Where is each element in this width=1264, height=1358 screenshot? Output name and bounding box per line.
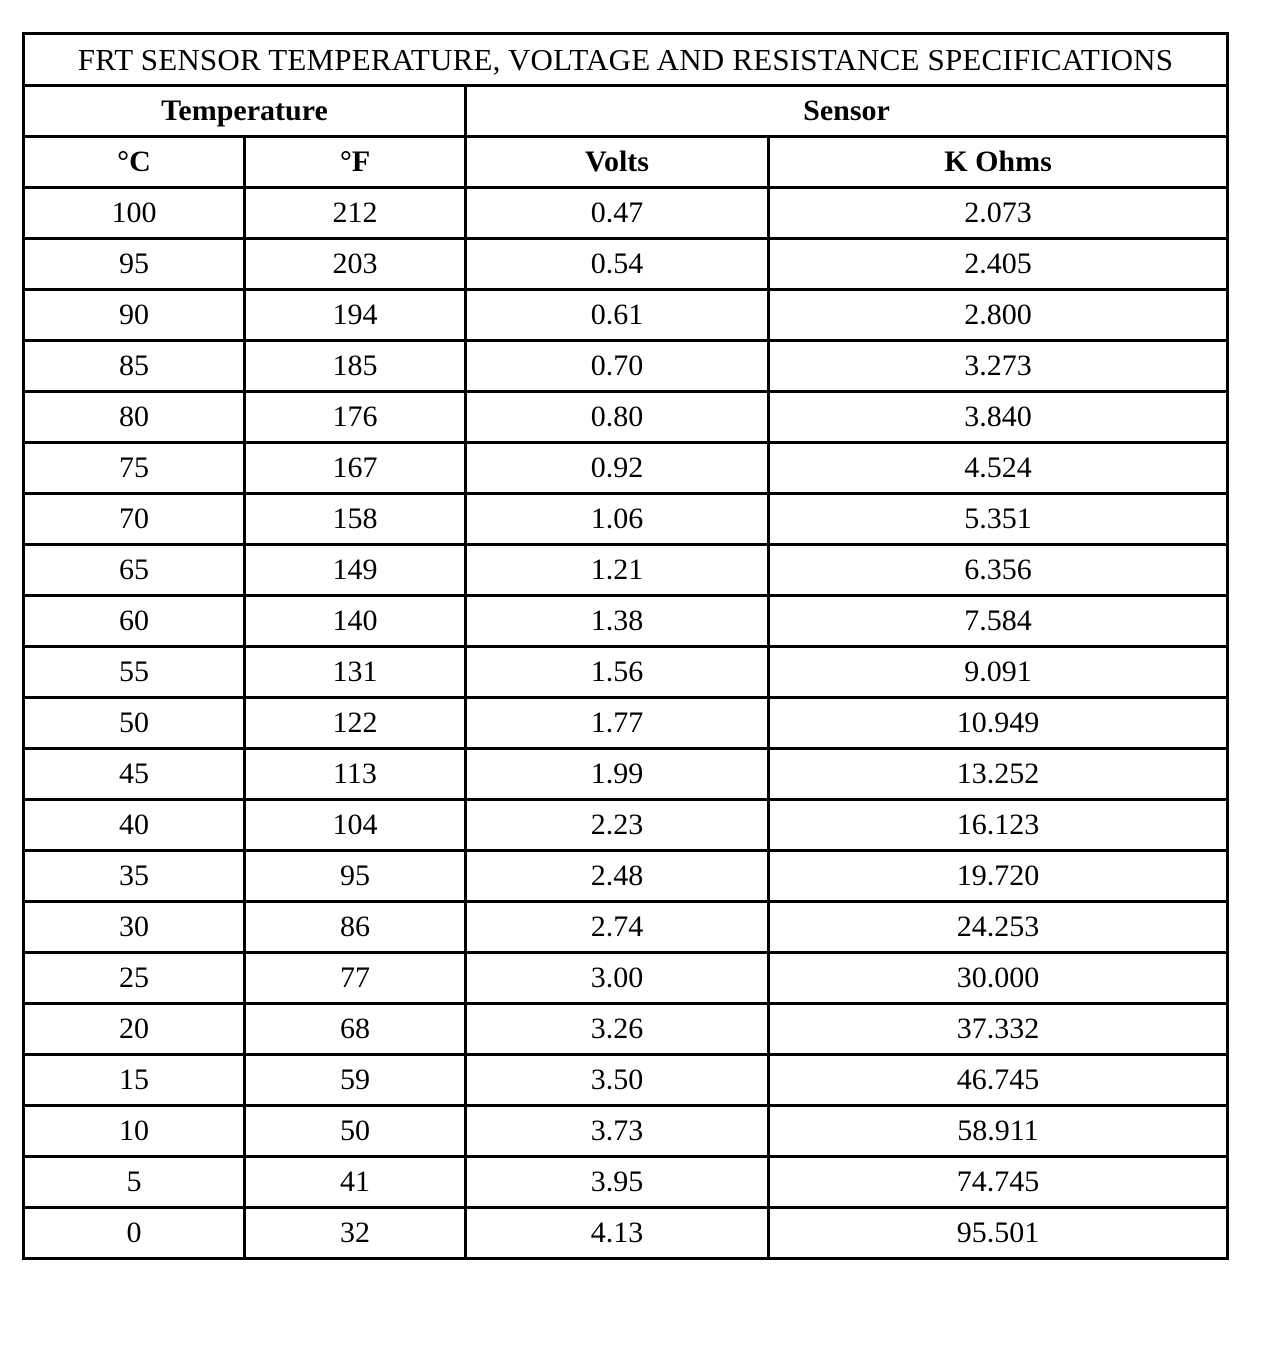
fahrenheit-cell: 122 — [245, 698, 466, 749]
volts-cell: 1.06 — [466, 494, 769, 545]
fahrenheit-cell: 68 — [245, 1004, 466, 1055]
volts-cell: 1.77 — [466, 698, 769, 749]
column-header-row — [24, 137, 1228, 188]
kohms-cell: 2.405 — [769, 239, 1228, 290]
volts-cell: 4.13 — [466, 1208, 769, 1259]
kohms-cell: 3.840 — [769, 392, 1228, 443]
celsius-cell: 70 — [24, 494, 245, 545]
volts-cell: 3.26 — [466, 1004, 769, 1055]
celsius-cell: 35 — [24, 851, 245, 902]
kohms-cell: 24.253 — [769, 902, 1228, 953]
fahrenheit-cell: 113 — [245, 749, 466, 800]
kohms-cell: 95.501 — [769, 1208, 1228, 1259]
group-header-row — [24, 86, 1228, 137]
kohms-cell: 5.351 — [769, 494, 1228, 545]
table-row — [24, 1208, 1228, 1259]
kohms-cell: 2.800 — [769, 290, 1228, 341]
table-row — [24, 545, 1228, 596]
celsius-cell: 45 — [24, 749, 245, 800]
fahrenheit-cell: 59 — [245, 1055, 466, 1106]
table-row — [24, 953, 1228, 1004]
fahrenheit-cell: 167 — [245, 443, 466, 494]
kohms-cell: 19.720 — [769, 851, 1228, 902]
volts-cell: 2.23 — [466, 800, 769, 851]
table-row — [24, 698, 1228, 749]
celsius-cell: 25 — [24, 953, 245, 1004]
volts-cell: 0.47 — [466, 188, 769, 239]
volts-cell: 1.56 — [466, 647, 769, 698]
celsius-cell: 75 — [24, 443, 245, 494]
table-row — [24, 1055, 1228, 1106]
table-row — [24, 188, 1228, 239]
kohms-cell: 16.123 — [769, 800, 1228, 851]
fahrenheit-cell: 149 — [245, 545, 466, 596]
fahrenheit-cell: 203 — [245, 239, 466, 290]
table-title-row — [24, 34, 1228, 86]
celsius-cell: 60 — [24, 596, 245, 647]
volts-cell: 3.73 — [466, 1106, 769, 1157]
celsius-cell: 65 — [24, 545, 245, 596]
kohms-cell: 58.911 — [769, 1106, 1228, 1157]
fahrenheit-cell: 50 — [245, 1106, 466, 1157]
volts-column-header: Volts — [466, 137, 769, 188]
celsius-cell: 50 — [24, 698, 245, 749]
celsius-cell: 55 — [24, 647, 245, 698]
kohms-column-header: K Ohms — [769, 137, 1228, 188]
fahrenheit-cell: 176 — [245, 392, 466, 443]
volts-cell: 1.38 — [466, 596, 769, 647]
table-row — [24, 1004, 1228, 1055]
table-row — [24, 647, 1228, 698]
celsius-cell: 40 — [24, 800, 245, 851]
celsius-cell: 80 — [24, 392, 245, 443]
volts-cell: 0.80 — [466, 392, 769, 443]
table-row — [24, 1157, 1228, 1208]
fahrenheit-cell: 32 — [245, 1208, 466, 1259]
volts-cell: 1.21 — [466, 545, 769, 596]
fahrenheit-cell: 86 — [245, 902, 466, 953]
fahrenheit-cell: 185 — [245, 341, 466, 392]
celsius-cell: 30 — [24, 902, 245, 953]
volts-cell: 1.99 — [466, 749, 769, 800]
table-row — [24, 494, 1228, 545]
table-row — [24, 800, 1228, 851]
temperature-group-header: Temperature — [24, 86, 466, 137]
volts-cell: 0.61 — [466, 290, 769, 341]
frt-sensor-spec-table — [22, 32, 1229, 1260]
table-body — [24, 188, 1228, 1259]
celsius-cell: 90 — [24, 290, 245, 341]
table-title: FRT SENSOR TEMPERATURE, VOLTAGE AND RESISTANCE SPECIFICATIONS — [24, 34, 1228, 86]
fahrenheit-cell: 95 — [245, 851, 466, 902]
kohms-cell: 4.524 — [769, 443, 1228, 494]
kohms-cell: 9.091 — [769, 647, 1228, 698]
celsius-cell: 85 — [24, 341, 245, 392]
table-row — [24, 596, 1228, 647]
table-row — [24, 749, 1228, 800]
celsius-cell: 10 — [24, 1106, 245, 1157]
table-row — [24, 341, 1228, 392]
table-row — [24, 239, 1228, 290]
kohms-cell: 13.252 — [769, 749, 1228, 800]
volts-cell: 2.48 — [466, 851, 769, 902]
fahrenheit-cell: 104 — [245, 800, 466, 851]
kohms-cell: 2.073 — [769, 188, 1228, 239]
fahrenheit-cell: 212 — [245, 188, 466, 239]
volts-cell: 0.92 — [466, 443, 769, 494]
fahrenheit-cell: 194 — [245, 290, 466, 341]
kohms-cell: 74.745 — [769, 1157, 1228, 1208]
volts-cell: 3.00 — [466, 953, 769, 1004]
fahrenheit-cell: 41 — [245, 1157, 466, 1208]
table-row — [24, 902, 1228, 953]
celsius-column-header: °C — [24, 137, 245, 188]
celsius-cell: 0 — [24, 1208, 245, 1259]
celsius-cell: 5 — [24, 1157, 245, 1208]
table-row — [24, 1106, 1228, 1157]
table-row — [24, 290, 1228, 341]
kohms-cell: 6.356 — [769, 545, 1228, 596]
volts-cell: 0.54 — [466, 239, 769, 290]
volts-cell: 3.50 — [466, 1055, 769, 1106]
sensor-group-header: Sensor — [466, 86, 1228, 137]
volts-cell: 3.95 — [466, 1157, 769, 1208]
kohms-cell: 37.332 — [769, 1004, 1228, 1055]
celsius-cell: 95 — [24, 239, 245, 290]
kohms-cell: 30.000 — [769, 953, 1228, 1004]
fahrenheit-cell: 131 — [245, 647, 466, 698]
volts-cell: 0.70 — [466, 341, 769, 392]
kohms-cell: 46.745 — [769, 1055, 1228, 1106]
kohms-cell: 10.949 — [769, 698, 1228, 749]
volts-cell: 2.74 — [466, 902, 769, 953]
fahrenheit-cell: 158 — [245, 494, 466, 545]
fahrenheit-column-header: °F — [245, 137, 466, 188]
table-row — [24, 443, 1228, 494]
celsius-cell: 15 — [24, 1055, 245, 1106]
fahrenheit-cell: 77 — [245, 953, 466, 1004]
kohms-cell: 3.273 — [769, 341, 1228, 392]
fahrenheit-cell: 140 — [245, 596, 466, 647]
kohms-cell: 7.584 — [769, 596, 1228, 647]
celsius-cell: 20 — [24, 1004, 245, 1055]
table-row — [24, 392, 1228, 443]
celsius-cell: 100 — [24, 188, 245, 239]
table-row — [24, 851, 1228, 902]
